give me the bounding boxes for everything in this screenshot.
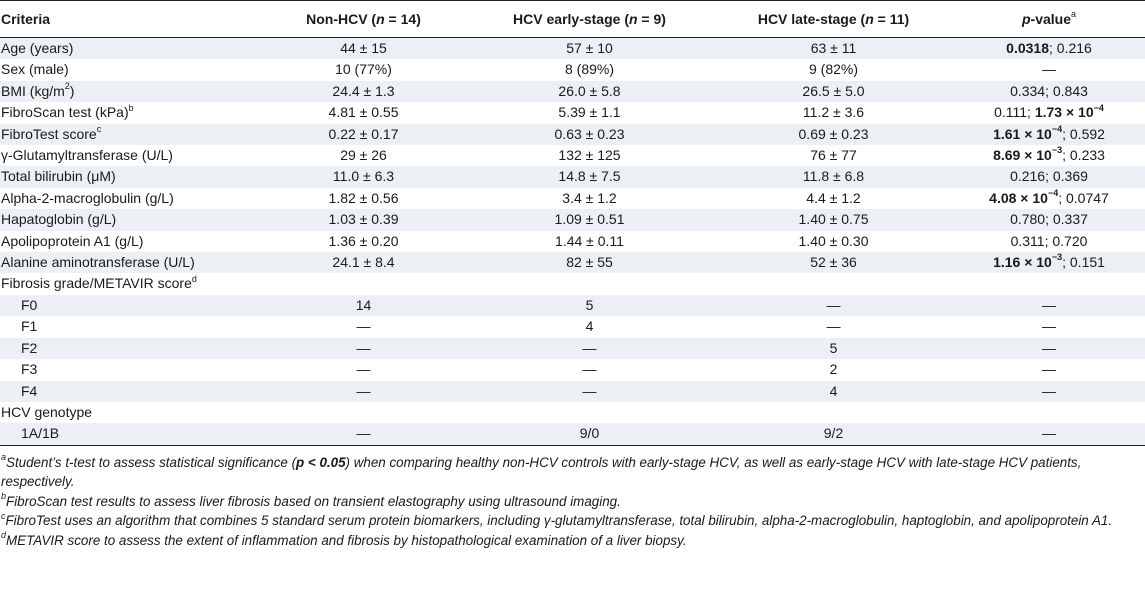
- table-row: [0, 316, 1145, 337]
- table-row: [0, 273, 1145, 294]
- cell-non-hcv: 4.81 ± 0.55: [328, 104, 399, 121]
- cell-hcv-late: 76 ± 77: [810, 147, 857, 164]
- cell-non-hcv: —: [356, 318, 371, 335]
- table-row: [0, 188, 1145, 209]
- table-footnotes: [0, 453, 1141, 551]
- row-label: F3: [21, 361, 38, 378]
- cell-non-hcv: —: [262, 423, 465, 445]
- cell-hcv-early: 1.09 ± 0.51: [465, 209, 714, 230]
- header-row: [0, 1, 1145, 38]
- cell-hcv-late: 1.40 ± 0.30: [798, 232, 869, 249]
- cell-p-value: $4.08 \times 10^{-4}$; 0.0747: [989, 188, 1109, 206]
- cell-non-hcv: 0.22 ± 0.17: [262, 124, 465, 145]
- cell-p-value: 0.216; 0.369: [953, 166, 1145, 187]
- header-criteria: Criteria: [0, 1, 262, 38]
- cell-p-value: $8.69 \times 10^{-3}$; 0.233: [993, 145, 1105, 164]
- cell-non-hcv: —: [262, 381, 465, 402]
- row-label: Apolipoprotein A1 (g/L): [1, 232, 144, 249]
- table-row: [0, 402, 1145, 423]
- cell-hcv-late: 5: [714, 338, 953, 359]
- cell-hcv-early: 26.0 ± 5.8: [465, 81, 714, 102]
- header-hcv-early: HCV early-stage (n = 9): [465, 1, 714, 38]
- header-p-value: p-value$^a$: [953, 1, 1145, 38]
- table-row: [0, 81, 1145, 102]
- cell-p-value: 0.311; 0.720: [1010, 232, 1088, 249]
- row-label: Hapatoglobin (g/L): [0, 209, 262, 230]
- table-row: [0, 359, 1145, 380]
- cell-hcv-late: 52 ± 36: [714, 252, 953, 273]
- cell-hcv-early: 3.4 ± 1.2: [562, 189, 617, 206]
- header-non-hcv: Non-HCV (n = 14): [262, 1, 465, 38]
- cell-non-hcv: 1.03 ± 0.39: [262, 209, 465, 230]
- cell-p-value: —: [953, 381, 1145, 402]
- cell-hcv-early: 5.39 ± 1.1: [558, 104, 621, 121]
- table-row: [0, 295, 1145, 316]
- header-hcv-late: HCV late-stage (n = 11): [714, 1, 953, 38]
- cell-p-value: $1.16 \times 10^{-3}$; 0.151: [953, 252, 1145, 273]
- cell-hcv-late: 4: [714, 381, 953, 402]
- cell-hcv-late: 4.4 ± 1.2: [806, 189, 861, 206]
- cell-non-hcv: —: [262, 338, 465, 359]
- table-row: [0, 209, 1145, 230]
- cell-non-hcv: —: [356, 361, 371, 378]
- row-label: FibroScan test (kPa)$^b$: [1, 102, 134, 121]
- cell-non-hcv: 14: [262, 295, 465, 316]
- cell-hcv-early: 5: [465, 295, 714, 316]
- cell-non-hcv: 44 ± 15: [262, 38, 465, 60]
- cell-hcv-early: —: [582, 361, 597, 378]
- row-label: Fibrosis grade/METAVIR score$^d$: [1, 273, 197, 292]
- cell-hcv-late: 26.5 ± 5.0: [714, 81, 953, 102]
- row-label: 1A/1B: [0, 423, 262, 445]
- cell-hcv-late: —: [714, 295, 953, 316]
- table-row: [0, 381, 1145, 402]
- table-row: [0, 145, 1145, 166]
- cell-hcv-late: —: [826, 318, 841, 335]
- cell-hcv-early: 57 ± 10: [465, 38, 714, 60]
- footnote-a: $^a$Student’s t-test to assess statistical significance (p < 0.05) when comparing healthy non-HCV controls with early-stage HCV, as well as early-stage HCV with late-stage HCV patients, respectively.: [1, 452, 1082, 490]
- row-label: F1: [21, 318, 38, 335]
- cell-hcv-early: 14.8 ± 7.5: [465, 166, 714, 187]
- row-label: Total bilirubin (μM): [0, 166, 262, 187]
- row-label: FibroTest score$^c$: [0, 124, 262, 145]
- table-row: [0, 423, 1145, 445]
- footnote-b: $^b$FibroScan test results to assess liver fibrosis based on transient elastography using ultrasound imaging.: [1, 491, 621, 509]
- row-label: F4: [0, 381, 262, 402]
- table-row: [0, 166, 1145, 187]
- cell-non-hcv: 24.1 ± 8.4: [262, 252, 465, 273]
- cell-p-value: —: [953, 423, 1145, 445]
- row-label: Alanine aminotransferase (U/L): [0, 252, 262, 273]
- table-row: [0, 252, 1145, 273]
- footnote-d: $^d$METAVIR score to assess the extent of inflammation and fibrosis by histopathological examination of a liver biopsy.: [1, 530, 687, 548]
- row-label: BMI $(kg/m^2)$: [0, 81, 262, 102]
- cell-hcv-early: 4: [585, 318, 594, 335]
- cell-non-hcv: 29 ± 26: [340, 147, 387, 164]
- row-label: F2: [0, 338, 262, 359]
- table-row: [0, 231, 1145, 252]
- cell-hcv-early: 8 (89%): [564, 61, 615, 78]
- cell-p-value: $1.61 \times 10^{-4}$; 0.592: [953, 124, 1145, 145]
- cell-non-hcv: 10 (77%): [335, 61, 392, 78]
- row-label: F0: [0, 295, 262, 316]
- cell-hcv-early: —: [465, 381, 714, 402]
- row-label: Alpha-2-macroglobulin (g/L): [1, 189, 174, 206]
- cell-non-hcv: 1.36 ± 0.20: [328, 232, 399, 249]
- cell-p-value: 0.111; $1.73 \times 10^{-4}$: [994, 102, 1104, 121]
- cell-hcv-late: 0.69 ± 0.23: [714, 124, 953, 145]
- cell-hcv-late: 11.2 ± 3.6: [802, 104, 865, 121]
- cell-p-value: 0.780; 0.337: [953, 209, 1145, 230]
- row-label: γ-Glutamyltransferase (U/L): [1, 147, 173, 164]
- table-row: [0, 38, 1145, 60]
- table-row: [0, 124, 1145, 145]
- table-row: [0, 59, 1145, 80]
- cell-p-value: —: [953, 338, 1145, 359]
- cell-p-value: —: [1042, 61, 1056, 78]
- cell-p-value: —: [1042, 318, 1056, 335]
- footnote-c: $^c$FibroTest uses an algorithm that combines 5 standard serum protein biomarkers, including γ-glutamyltransferase, total bilirubin, alpha-2-macroglobulin, haptoglobin, and apolipoprotein A1.: [1, 510, 1113, 529]
- cell-p-value: —: [1042, 361, 1056, 378]
- cell-hcv-early: 9/0: [465, 423, 714, 445]
- cell-p-value: —: [953, 295, 1145, 316]
- cell-hcv-early: —: [465, 338, 714, 359]
- cell-hcv-early: 0.63 ± 0.23: [465, 124, 714, 145]
- table-row: [0, 338, 1145, 359]
- cell-hcv-early: 132 ± 125: [558, 147, 621, 164]
- cell-non-hcv: 11.0 ± 6.3: [262, 166, 465, 187]
- row-label: Age (years): [0, 38, 262, 60]
- cell-p-value: 0.0318; 0.216: [953, 38, 1145, 60]
- cell-hcv-early: 82 ± 55: [465, 252, 714, 273]
- cell-non-hcv: 1.82 ± 0.56: [328, 189, 399, 206]
- cell-hcv-early: 1.44 ± 0.11: [555, 232, 624, 249]
- cell-hcv-late: 9 (82%): [808, 61, 859, 78]
- row-label: HCV genotype: [1, 403, 93, 420]
- cell-hcv-late: 2: [829, 361, 838, 378]
- table-row: [0, 102, 1145, 123]
- row-label: Sex (male): [1, 61, 69, 78]
- cell-p-value: 0.334; 0.843: [953, 81, 1145, 102]
- cell-hcv-late: 1.40 ± 0.75: [714, 209, 953, 230]
- cell-hcv-late: 11.8 ± 6.8: [714, 166, 953, 187]
- cell-hcv-late: 63 ± 11: [714, 38, 953, 60]
- cell-non-hcv: 24.4 ± 1.3: [262, 81, 465, 102]
- cell-hcv-late: 9/2: [714, 423, 953, 445]
